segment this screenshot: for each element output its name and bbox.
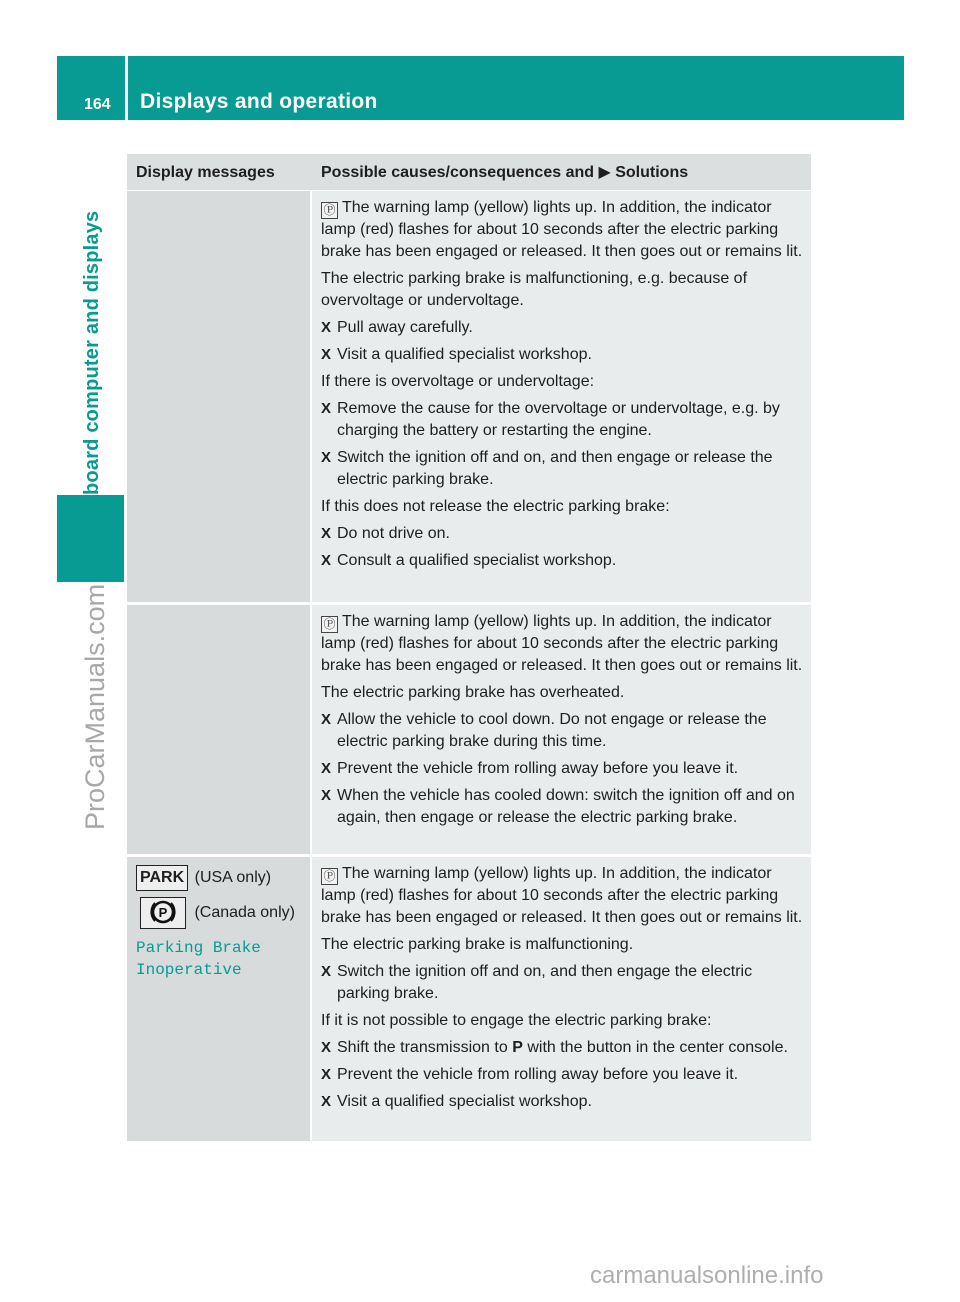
page-number: 164 [84,96,111,113]
bullet-x-icon: X [321,760,332,777]
svg-text:P: P [158,905,168,920]
bullet-x-icon: X [321,963,332,980]
list-item: X Switch the ignition off and on, and then engage or release the electric parking brake. [321,447,806,491]
cause-text: The electric parking brake is malfunctioning, e.g. because of overvoltage or undervoltage. [321,270,748,309]
watermark-bottom: carmanualsonline.info [590,1262,824,1289]
bullet-x-icon: X [321,319,332,336]
list-item: X Pull away carefully. [321,317,806,339]
bullet-x-icon: X [321,449,332,466]
intro-text: The warning lamp (yellow) lights up. In addition, the indicator lamp (red) flashes for about 10 seconds after the electric parking brake has been engaged or released. It then goes out or remains lit. [321,865,803,926]
condition-text: If this does not release the electric parking brake: [321,498,670,515]
bullet-x-icon: X [321,1066,332,1083]
parking-brake-warning-lamp-icon: Ⓟ [321,868,338,885]
messages-table [127,154,811,1144]
parking-brake-warning-lamp-icon: Ⓟ [321,616,338,633]
list-item: X Shift the transmission to P with the button in the center console. [321,1037,806,1059]
list-item: X Visit a qualified specialist workshop. [321,1091,806,1113]
header-separator [125,56,128,120]
condition-text: If there is overvoltage or undervoltage: [321,373,595,390]
bullet-x-icon: X [321,400,332,417]
display-message-cell [127,191,312,602]
table-row [127,191,811,605]
bullet-x-icon: X [321,787,332,804]
header-solutions-text: Solutions [615,164,689,181]
bullet-x-icon: X [321,1093,332,1110]
solution-cell [312,857,811,1141]
solution-arrow-icon: ▶ [598,164,611,181]
page-title: Displays and operation [140,90,378,113]
column-header-display-messages: Display messages [136,164,275,181]
header-causes-text: Possible causes/consequences and [321,164,595,181]
intro-text: The warning lamp (yellow) lights up. In addition, the indicator lamp (red) flashes for about 10 seconds after the electric parking brake has been engaged or released. It then goes out or remains lit. [321,613,803,674]
list-item: X Do not drive on. [321,523,806,545]
display-message-cell [127,857,312,1141]
condition-text: If it is not possible to engage the electric parking brake: [321,1012,712,1029]
p-circle-indicator-icon [140,897,186,929]
park-indicator-icon: PARK [136,865,188,891]
bullet-x-icon: X [321,525,332,542]
bullet-x-icon: X [321,711,332,728]
list-item: X Switch the ignition off and on, and then engage the electric parking brake. [321,961,806,1005]
display-message-line: Parking Brake [136,939,261,957]
solution-cell [312,191,811,602]
list-item: X When the vehicle has cooled down: switch the ignition off and on again, then engage or release the electric parking brake. [321,785,806,829]
list-item: X Consult a qualified specialist workshop. [321,550,806,572]
bullet-x-icon: X [321,552,332,569]
column-header-causes-solutions [312,154,811,190]
watermark-side: ProCarManuals.com [80,583,110,830]
table-header [127,154,811,191]
list-item: X Prevent the vehicle from rolling away before you leave it. [321,758,806,780]
solution-cell [312,605,811,854]
list-item: X Visit a qualified specialist workshop. [321,344,806,366]
canada-only-text: (Canada only) [194,904,295,922]
table-row [127,857,811,1144]
usa-only-text: (USA only) [194,869,272,886]
list-item: X Allow the vehicle to cool down. Do not engage or release the electric parking brake during this time. [321,709,806,753]
bullet-x-icon: X [321,346,332,363]
table-row [127,605,811,857]
side-tab-label: On-board computer and displays [81,210,103,530]
parking-brake-warning-lamp-icon: Ⓟ [321,202,338,219]
display-message-cell [127,605,312,854]
list-item: X Remove the cause for the overvoltage or undervoltage, e.g. by charging the battery or restarting the engine. [321,398,806,442]
cause-text: The electric parking brake has overheated. [321,684,625,701]
cause-text: The electric parking brake is malfunctioning. [321,936,634,953]
display-message-line: Inoperative [136,961,242,979]
intro-text: The warning lamp (yellow) lights up. In addition, the indicator lamp (red) flashes for about 10 seconds after the electric parking brake has been engaged or released. It then goes out or remains lit. [321,199,803,260]
bullet-x-icon: X [321,1039,332,1056]
list-item: X Prevent the vehicle from rolling away before you leave it. [321,1064,806,1086]
p-circle-svg [148,898,178,926]
gear-p-text: P [512,1039,523,1056]
